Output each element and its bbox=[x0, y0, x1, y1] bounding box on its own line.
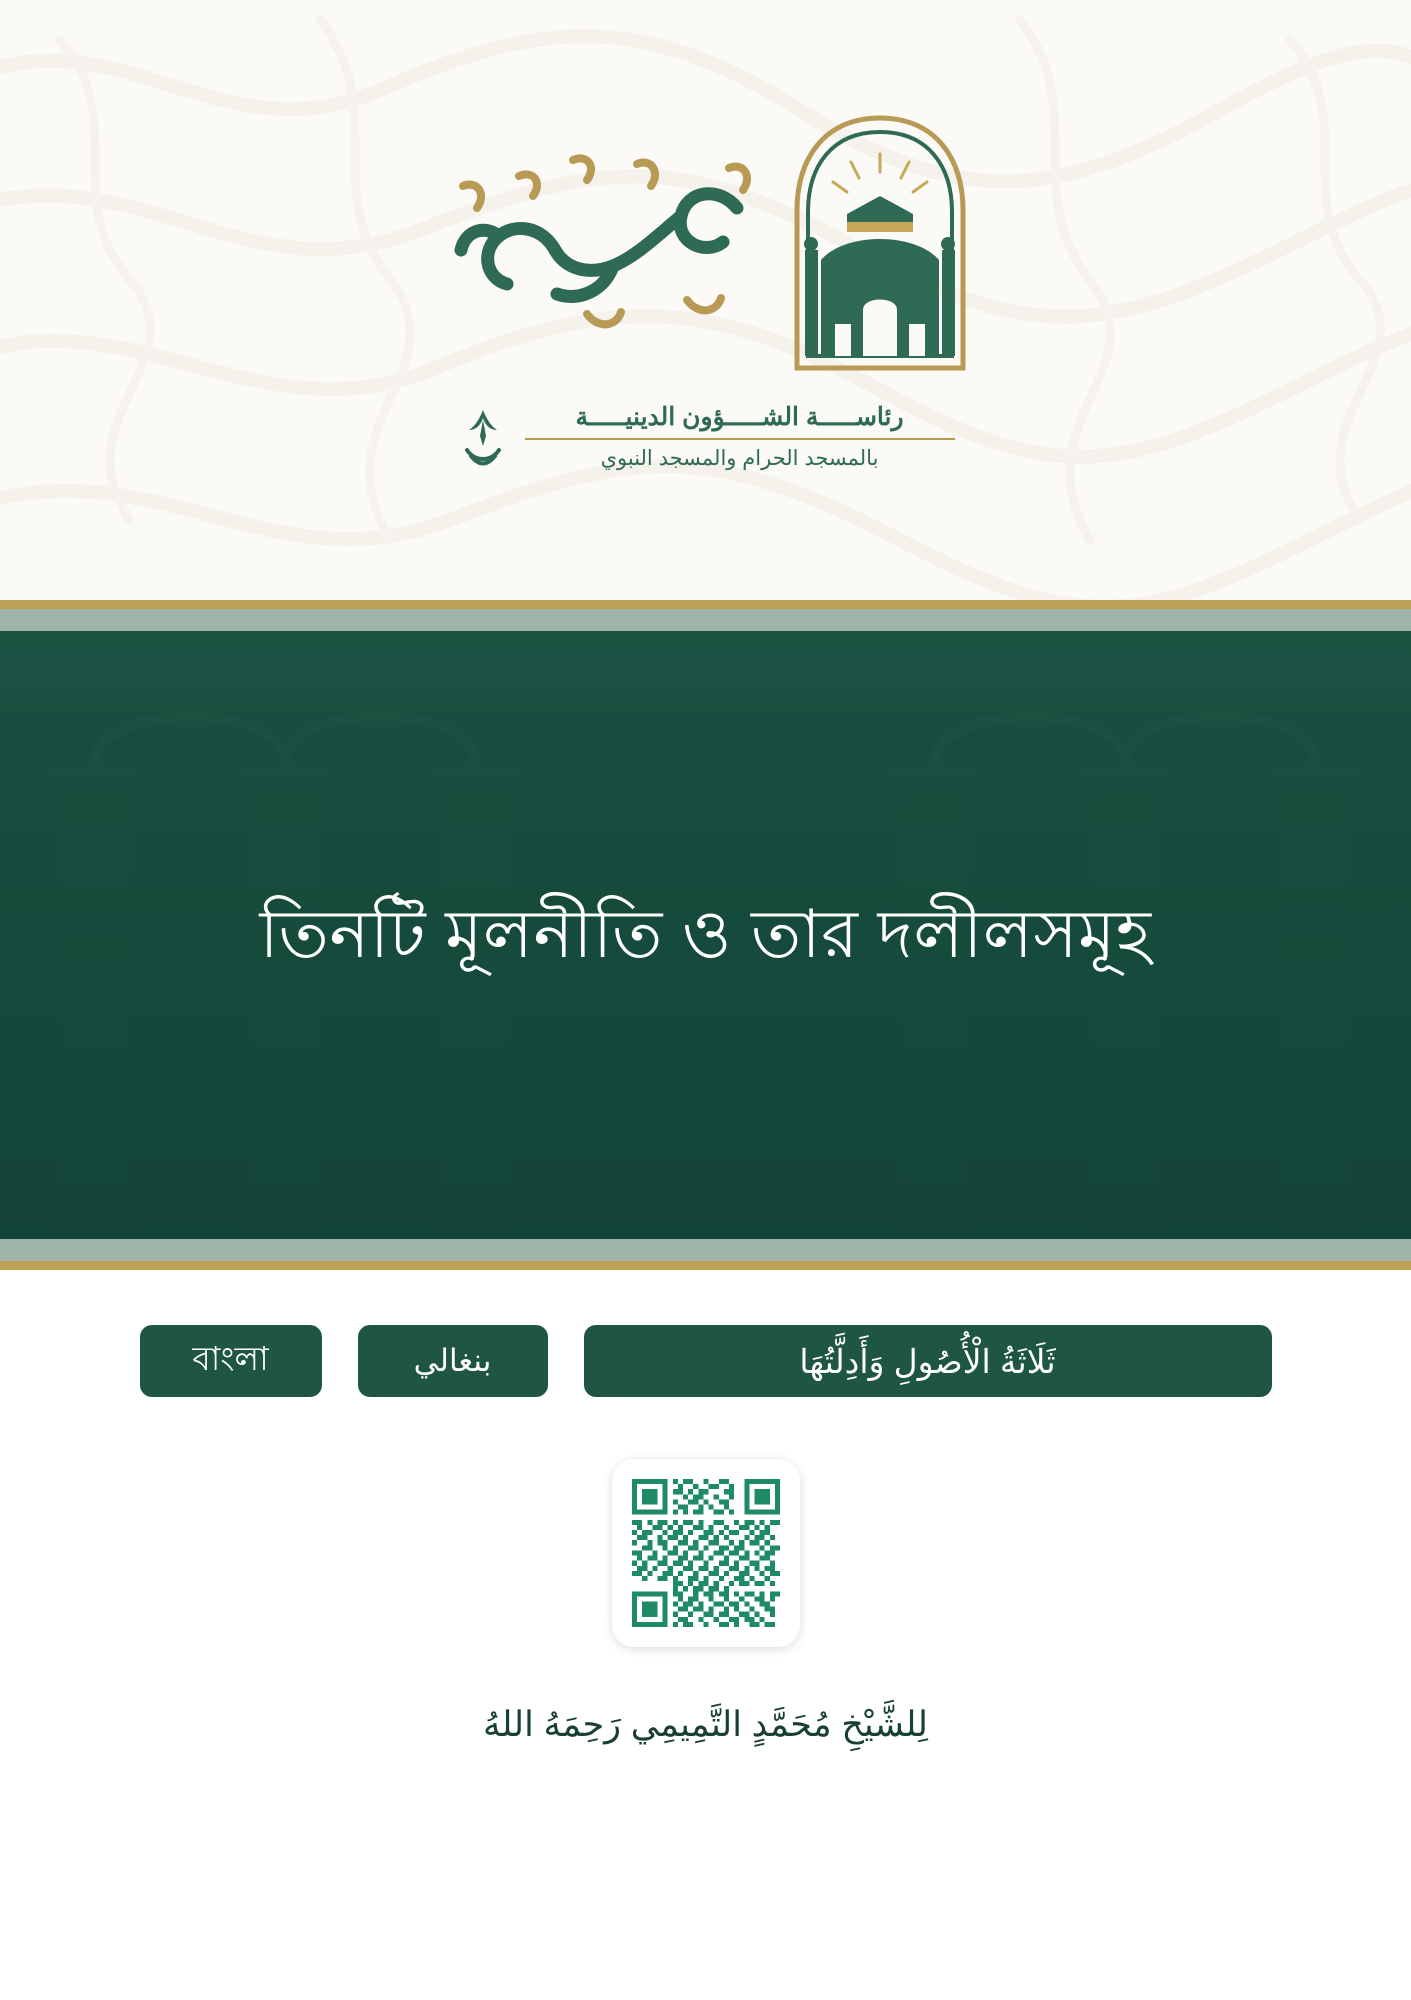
logo-caption bbox=[457, 402, 955, 471]
qr-code[interactable] bbox=[612, 1459, 800, 1647]
bottom-gold-rule bbox=[0, 1261, 1411, 1270]
page-header bbox=[0, 0, 1411, 600]
badge-language-arabic[interactable]: بنغالي bbox=[358, 1325, 548, 1397]
caption-line-2: بالمسجد الحرام والمسجد النبوي bbox=[600, 447, 879, 470]
top-gold-rule bbox=[0, 600, 1411, 609]
author-line: لِلشَّيْخِ مُحَمَّدٍ التَّمِيمِي رَحِمَهُ اللهُ bbox=[483, 1705, 928, 1744]
caption-divider bbox=[525, 438, 955, 440]
logo-row bbox=[437, 110, 975, 380]
badge-language-bangla[interactable]: বাংলা bbox=[140, 1325, 322, 1397]
bottom-sage-rule bbox=[0, 1239, 1411, 1261]
badge-arabic-title[interactable]: ثَلَاثَةُ الْأُصُولِ وَأَدِلَّتُهَا bbox=[584, 1325, 1272, 1397]
qr-code-icon bbox=[632, 1479, 780, 1627]
haramain-mosque-emblem-icon bbox=[785, 110, 975, 380]
page-title: তিনটি মূলনীতি ও তার দলীলসমূহ bbox=[259, 897, 1152, 973]
logo-caption-texts bbox=[525, 402, 955, 471]
haramain-calligraphy-logo-icon bbox=[437, 150, 767, 340]
hero-banner bbox=[0, 631, 1411, 1239]
caption-line-1: رئاســـــة الشـــــؤون الدينيـــــة bbox=[575, 403, 904, 431]
saudi-arabia-emblem-icon bbox=[457, 406, 509, 468]
top-sage-rule bbox=[0, 609, 1411, 631]
logo-block bbox=[0, 110, 1411, 471]
badge-row bbox=[0, 1270, 1411, 1397]
qr-section bbox=[0, 1459, 1411, 1647]
